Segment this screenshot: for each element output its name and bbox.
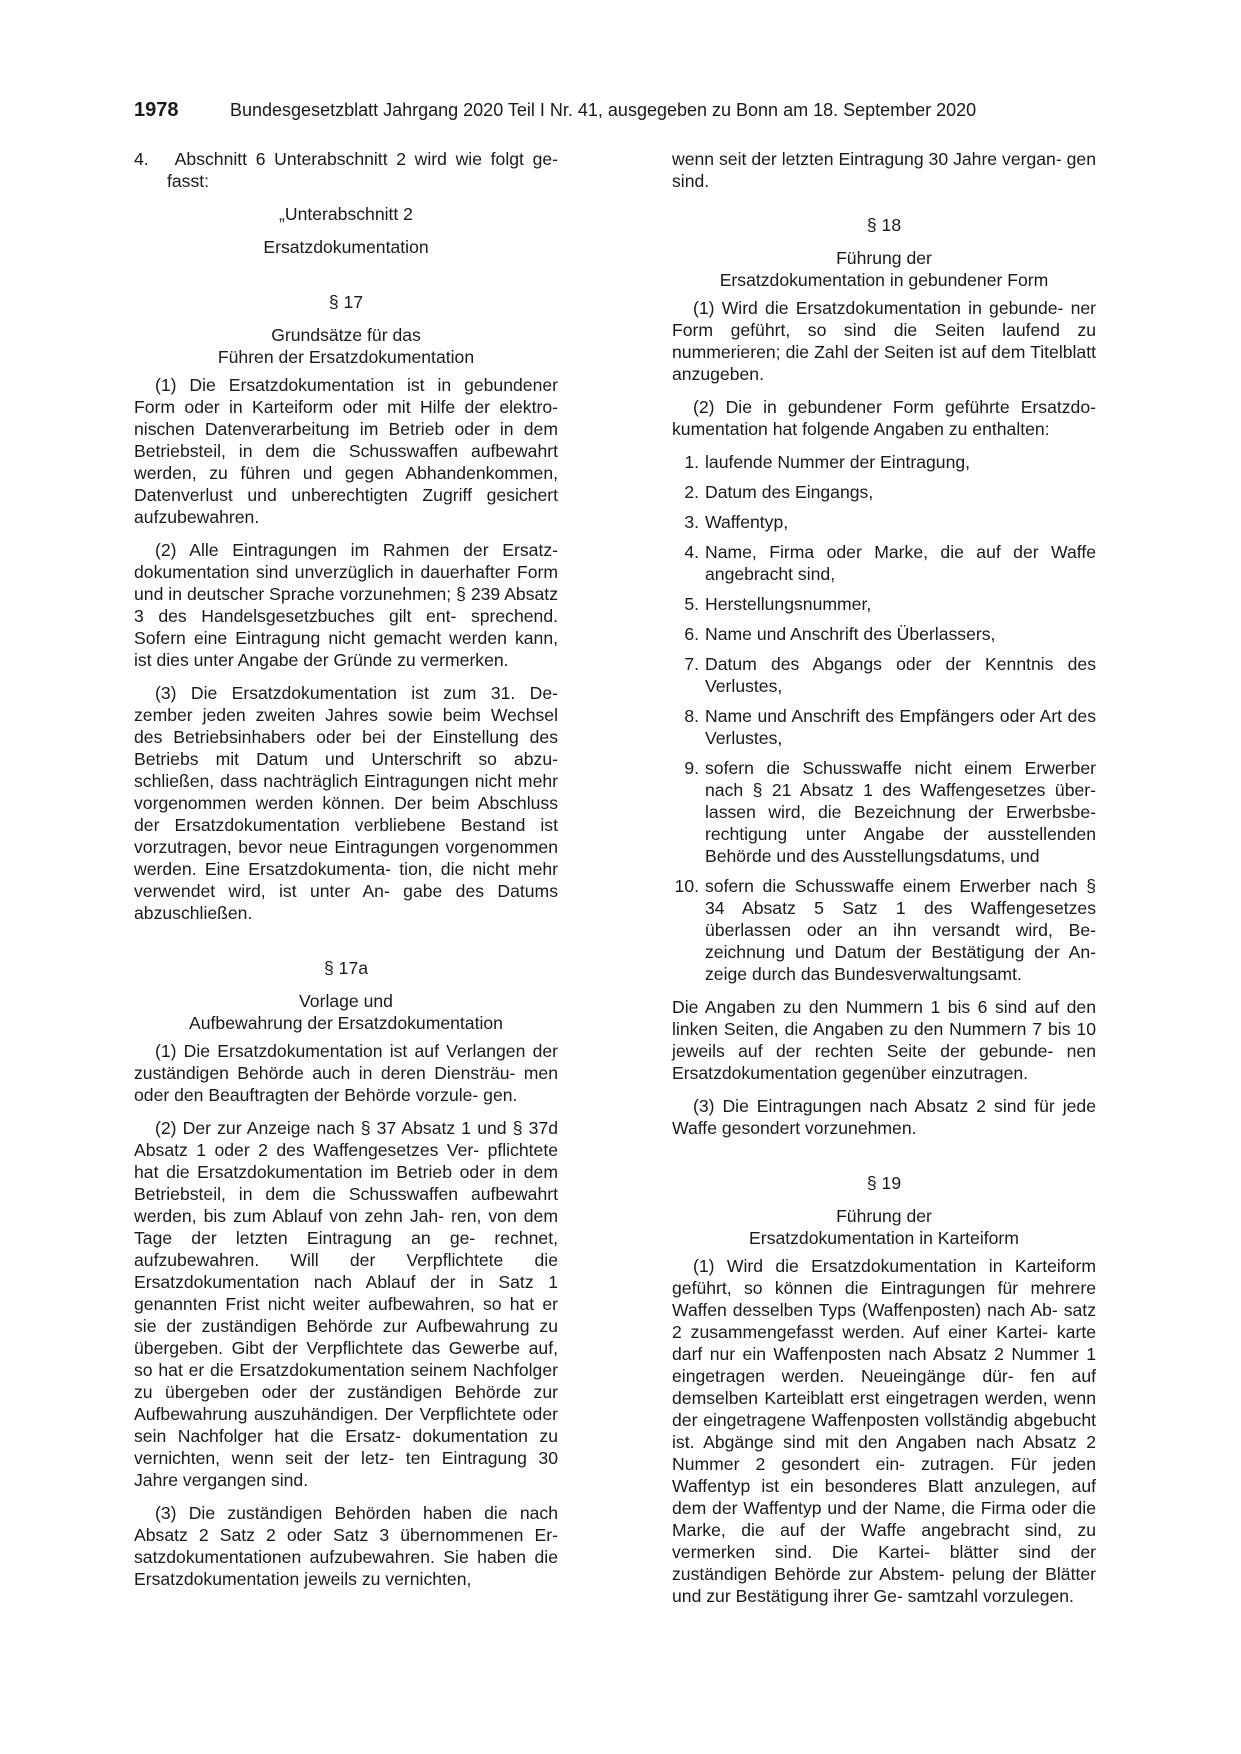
amendment-item-text: Abschnitt 6 Unterabschnitt 2 wird wie folgt ge- fasst:	[167, 149, 558, 191]
section-19-title	[672, 1205, 1096, 1249]
amendment-item-4	[134, 148, 558, 192]
left-column	[134, 148, 558, 1590]
list-item	[672, 623, 1096, 645]
section-17a-number: § 17a	[323, 958, 369, 978]
list-item-number: 10.	[674, 876, 699, 896]
right-column	[672, 148, 1096, 1607]
section-17a-title-line2: Aufbewahrung der Ersatzdokumentation	[189, 1013, 503, 1033]
section-18-paragraph-2: (2) Die in gebundener Form geführte Ersatzdo- kumentation hat folgende Angaben zu enthalten:	[672, 397, 1096, 439]
section-17a-title-line1: Vorlage und	[299, 991, 393, 1011]
list-item-number: 9.	[684, 758, 699, 778]
list-item-text: Herstellungsnummer,	[705, 594, 872, 614]
section-17-paragraph-1: (1) Die Ersatzdokumentation ist in gebundener Form oder in Karteiform oder mit Hilfe der elektro- nischen Datenverarbeitung im Betrieb oder in dem Betriebsteil, in dem die Schusswaffen aufbewahrt werden, zu führen und gegen Abhandenkommen, Datenverlust und unberechtigten Zugriff gesichert aufzubewahren.	[134, 375, 558, 527]
list-item	[672, 541, 1096, 585]
list-item-text: Waffentyp,	[705, 512, 789, 532]
continuation-text: wenn seit der letzten Eintragung 30 Jahre vergan- gen sind.	[672, 149, 1096, 191]
list-item-number: 2.	[684, 482, 699, 502]
section-17a-paragraph-3: (3) Die zuständigen Behörden haben die nach Absatz 2 Satz 2 oder Satz 3 übernommenen Er- satzdokumentationen aufzubewahren. Sie haben die Ersatzdokumentation jeweils zu vernichten,	[134, 1503, 558, 1589]
section-17-paragraph-2: (2) Alle Eintragungen im Rahmen der Ersatz- dokumentation sind unverzüglich in dauerhafter Form und in deutscher Sprache vorzunehmen; § 239 Absatz 3 des Handelsgesetzbuches gilt ent- sprechend. Sofern eine Eintragung nicht gemacht werden kann, ist dies unter Angabe der Gründe zu vermerken.	[134, 540, 558, 670]
list-item-number: 3.	[684, 512, 699, 532]
section-19-title-line1: Führung der	[836, 1206, 932, 1226]
list-item-number: 1.	[684, 452, 699, 472]
list-item	[672, 481, 1096, 503]
list-item-number: 8.	[684, 706, 699, 726]
list-item	[672, 705, 1096, 749]
list-item-number: 7.	[684, 654, 699, 674]
section-19-title-line2: Ersatzdokumentation in Karteiform	[749, 1228, 1019, 1248]
list-item-text: Name, Firma oder Marke, die auf der Waffe angebracht sind,	[705, 542, 1096, 584]
list-item	[672, 875, 1096, 985]
page-number: 1978	[134, 99, 179, 121]
section-18-paragraph-1: (1) Wird die Ersatzdokumentation in gebunde- ner Form geführt, so sind die Seiten laufend zu nummerieren; die Zahl der Seiten ist auf dem Titelblatt anzugeben.	[672, 298, 1096, 384]
section-17-title-line2: Führen der Ersatzdokumentation	[217, 347, 475, 367]
list-item	[672, 757, 1096, 867]
list-item-number: 5.	[684, 594, 699, 614]
section-18-title-line1: Führung der	[836, 248, 932, 268]
subsection-heading: „Unterabschnitt 2	[279, 204, 413, 224]
section-17-title	[134, 324, 558, 368]
list-item	[672, 593, 1096, 615]
page-header	[134, 99, 1014, 127]
list-item	[672, 653, 1096, 697]
section-19-paragraph-1: (1) Wird die Ersatzdokumentation in Karteiform geführt, so können die Eintragungen für mehrere Waffen desselben Typs (Waffenposten) nach Ab- satz 2 zusammengefasst werden. Auf einer Kartei- karte darf nur ein Waffenposten nach Absatz 2 Nummer 1 eingetragen werden. Neueingänge dür- fen auf demselben Karteiblatt erst eingetragen werden, wenn der eingetragene Waffenposten vollständig abgebucht ist. Abgänge sind mit den Angaben nach Absatz 2 Nummer 2 gesondert ein- zutragen. Für jeden Waffentyp ist ein besonderes Blatt anzulegen, auf dem der Waffentyp und der Name, die Firma oder die Marke, die auf der Waffe angebracht sind, zu vermerken sind. Die Kartei- blätter sind der zuständigen Behörde zur Abstem- pelung der Blätter und zur Bestätigung ihrer Ge- samtzahl vorzulegen.	[672, 1256, 1096, 1606]
section-18-item-list	[672, 451, 1096, 985]
subsection-title: Ersatzdokumentation	[263, 237, 429, 257]
section-17-number: § 17	[328, 292, 364, 312]
section-17-title-line1: Grundsätze für das	[271, 325, 421, 345]
section-18-number: § 18	[866, 215, 902, 235]
list-item-text: sofern die Schusswaffe einem Erwerber nach § 34 Absatz 5 Satz 1 des Waffengesetzes überlassen oder an ihn versandt wird, Be- zeichnung und Datum der Bestätigung der An- zeige durch das Bundesverwaltungsamt.	[705, 876, 1096, 984]
section-17a-title	[134, 990, 558, 1034]
section-18-paragraph-3: (3) Die Eintragungen nach Absatz 2 sind für jede Waffe gesondert vorzunehmen.	[672, 1096, 1096, 1138]
list-item-text: Datum des Eingangs,	[705, 482, 874, 502]
list-item	[672, 511, 1096, 533]
section-17-paragraph-3: (3) Die Ersatzdokumentation ist zum 31. De- zember jeden zweiten Jahres sowie beim Wechsel des Betriebsinhabers oder bei der Einstellung des Betriebs mit Datum und Unterschrift so abzu- schließen, dass nachträglich Eintragungen nicht mehr vorgenommen werden können. Der beim Abschluss der Ersatzdokumentation verbliebene Bestand ist vorzutragen, bevor neue Eintragungen vorgenommen werden. Eine Ersatzdokumenta- tion, die nicht mehr verwendet wird, ist unter An- gabe des Datums abzuschließen.	[134, 683, 558, 923]
list-item-text: laufende Nummer der Eintragung,	[705, 452, 971, 472]
list-item-text: sofern die Schusswaffe nicht einem Erwerber nach § 21 Absatz 1 des Waffengesetzes über- lassen wird, die Bezeichnung der Erwerbsbe- rechtigung unter Angabe der ausstellenden Behörde und des Ausstellungsdatums, und	[705, 758, 1096, 866]
gazette-header: Bundesgesetzblatt Jahrgang 2020 Teil I Nr. 41, ausgegeben zu Bonn am 18. September 2020	[230, 100, 977, 120]
amendment-item-number: 4.	[134, 149, 149, 169]
section-17a-paragraph-2: (2) Der zur Anzeige nach § 37 Absatz 1 und § 37d Absatz 1 oder 2 des Waffengesetzes Ver- pflichtete hat die Ersatzdokumentation im Betrieb oder in dem Betriebsteil, in dem die Schusswaffen aufbewahrt werden, bis zum Ablauf von zehn Jah- ren, von dem Tage der letzten Eintragung an ge- rechnet, aufzubewahren. Will der Verpflichtete die Ersatzdokumentation nach Ablauf der in Satz 1 genannten Frist nicht weiter aufbewahren, so hat er sie der zuständigen Behörde zur Aufbewahrung zu übergeben. Gibt der Verpflichtete das Gewerbe auf, so hat er die Ersatzdokumentation seinem Nachfolger zu übergeben oder der zuständigen Behörde zur Aufbewahrung auszuhändigen. Der Verpflichtete oder sein Nachfolger hat die Ersatz- dokumentation zu vernichten, wenn seit der letz- ten Eintragung 30 Jahre vergangen sind.	[134, 1118, 558, 1490]
list-item-number: 6.	[684, 624, 699, 644]
list-item	[672, 451, 1096, 473]
list-item-number: 4.	[684, 542, 699, 562]
list-item-text: Datum des Abgangs oder der Kenntnis des Verlustes,	[705, 654, 1096, 696]
section-18-after-list: Die Angaben zu den Nummern 1 bis 6 sind auf den linken Seiten, die Angaben zu den Nummern 7 bis 10 jeweils auf der rechten Seite der gebunde- nen Ersatzdokumentation gegenüber einzutragen.	[672, 997, 1096, 1083]
list-item-text: Name und Anschrift des Empfängers oder Art des Verlustes,	[705, 706, 1096, 748]
section-17a-paragraph-1: (1) Die Ersatzdokumentation ist auf Verlangen der zuständigen Behörde auch in deren Diensträu- men oder den Beauftragten der Behörde vorzule- gen.	[134, 1041, 558, 1105]
section-19-number: § 19	[866, 1173, 902, 1193]
section-18-title	[672, 247, 1096, 291]
section-18-title-line2: Ersatzdokumentation in gebundener Form	[719, 270, 1049, 290]
list-item-text: Name und Anschrift des Überlassers,	[705, 624, 996, 644]
